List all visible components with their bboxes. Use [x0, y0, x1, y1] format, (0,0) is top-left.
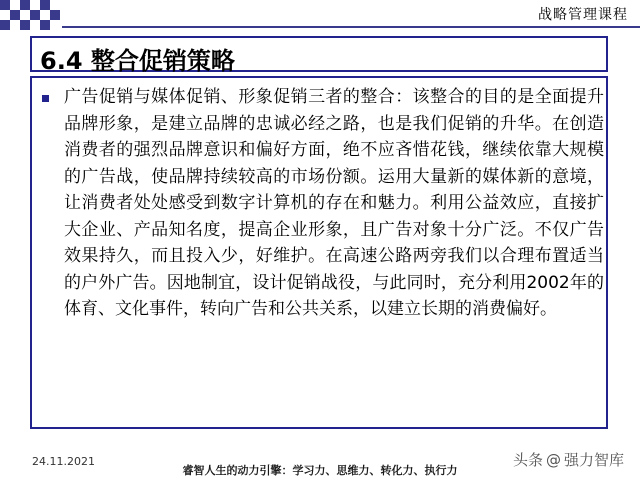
watermark — [513, 449, 624, 470]
header-divider — [62, 26, 640, 28]
at-icon: @ — [545, 450, 561, 469]
footer-date: 24.11.2021 — [32, 455, 95, 468]
watermark-handle: 强力智库 — [563, 451, 624, 469]
checker-decoration — [0, 0, 60, 30]
slide-content-box — [30, 76, 608, 429]
slide-title: 6.4 整合促销策略 — [40, 47, 235, 75]
bullet-square-icon — [42, 95, 49, 102]
watermark-prefix: 头条 — [512, 451, 543, 469]
footer-slogan: 睿智人生的动力引擎：学习力、思维力、转化力、执行力 — [182, 464, 458, 477]
slide-title-box — [30, 36, 608, 75]
course-title: 战略管理课程 — [538, 7, 628, 23]
slide-body-text: 广告促销与媒体促销、形象促销三者的整合：该整合的目的是全面提升品牌形象，是建立品牌的忠诚必经之路，也是我们促销的升华。在创造消费者的强烈品牌意识和偏好方面，绝不应吝惜花钱，继续依靠大规模的广告战，使品牌持续较高的市场份额。运用大量新的媒体新的意境，让消费者处处感受到数字计算机的存在和魅力。利用公益效应，直接扩大企业、产品知名度，提高企业形象，且广告对象十分广泛。不仅广告效果持久，而且投入少，好维护。在高速公路两旁我们以合理布置适当的户外广告。因地制宜，设计促销战役，与此同时，充分利用2002年的体育、文化事件，转向广告和公共关系，以建立长期的消费偏好。 — [64, 87, 604, 319]
